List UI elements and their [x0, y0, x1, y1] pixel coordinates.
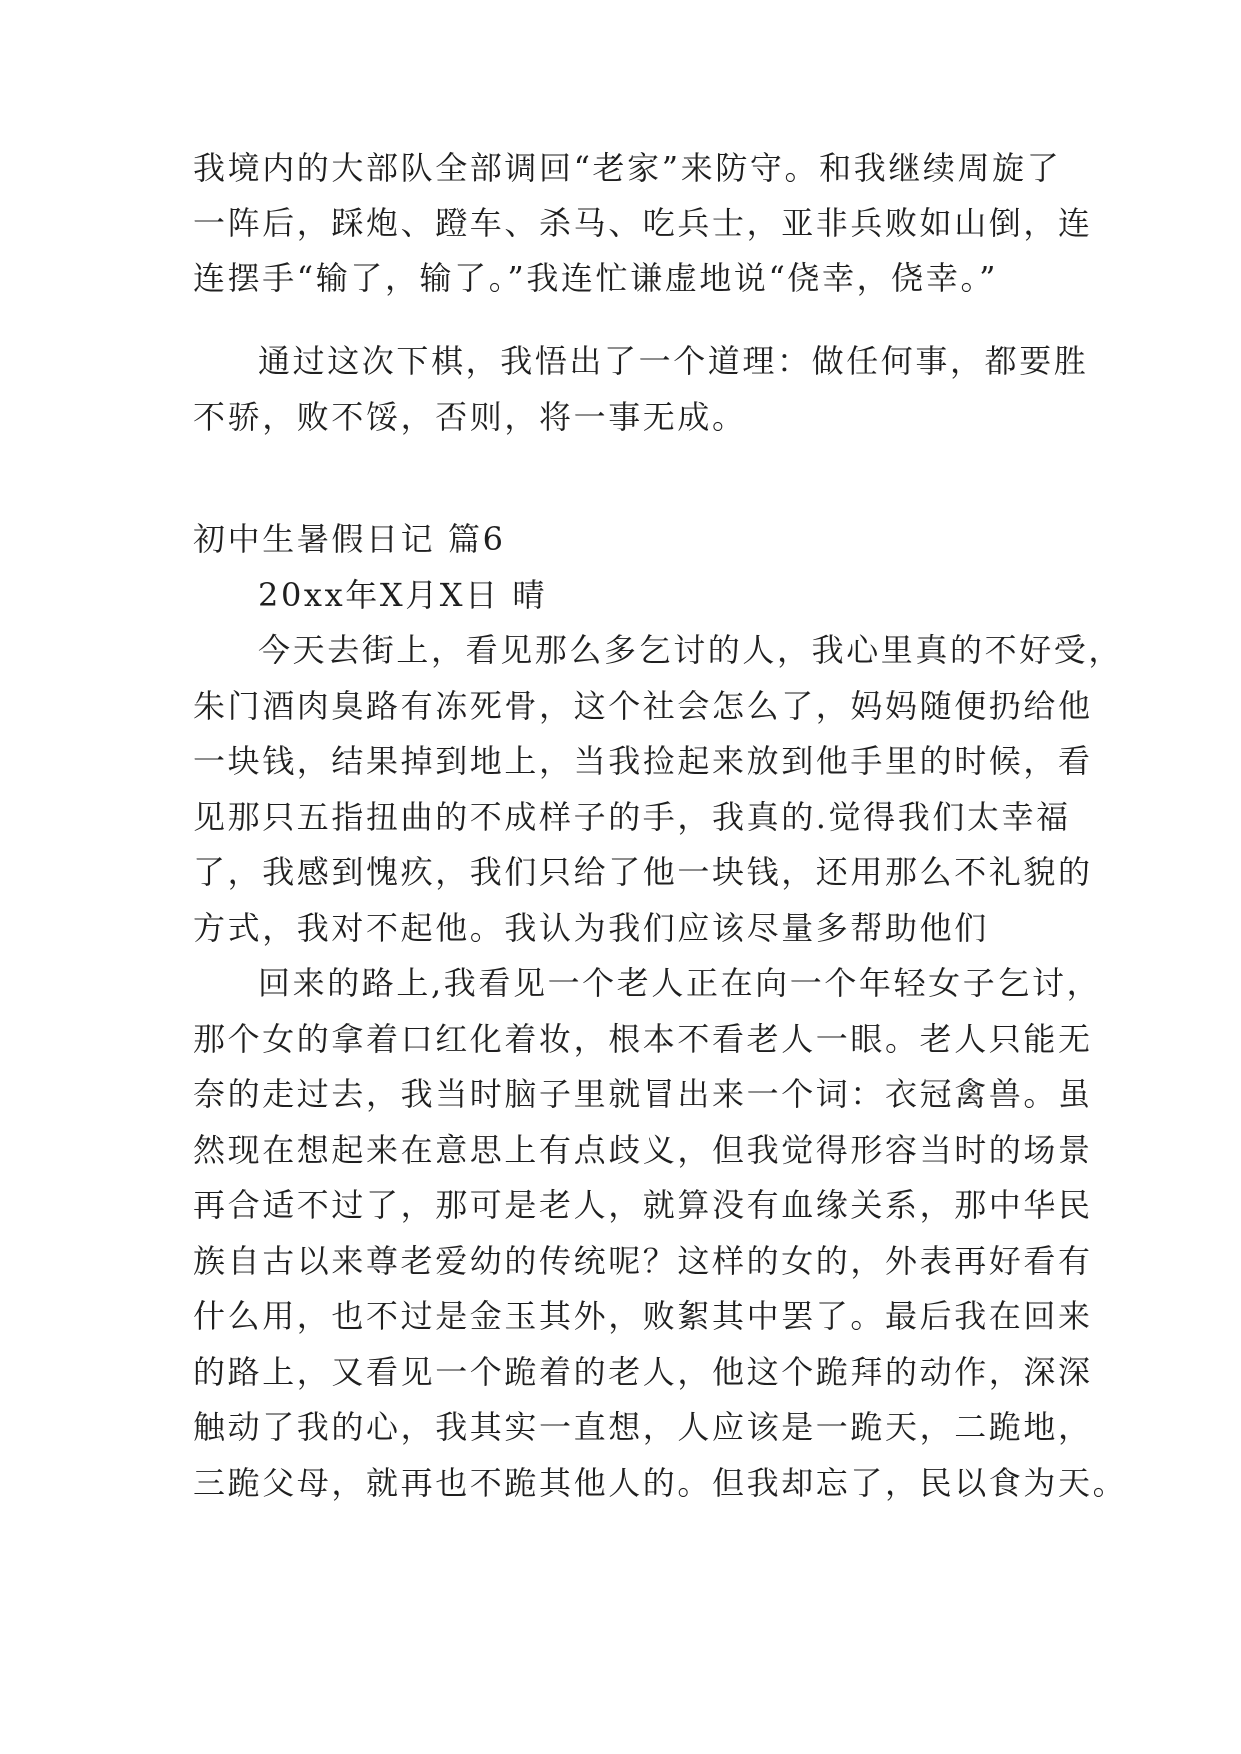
text-line: 触动了我的心，我其实一直想，人应该是一跪天，二跪地， — [193, 1408, 1093, 1446]
text-line: 一阵后，踩炮、蹬车、杀马、吃兵士，亚非兵败如山倒，连 — [193, 204, 1093, 242]
text-line: 不骄，败不馁，否则，将一事无成。 — [193, 398, 747, 436]
text-line: 的路上，又看见一个跪着的老人，他这个跪拜的动作，深深 — [193, 1353, 1093, 1391]
text-line: 回来的路上,我看见一个老人正在向一个年轻女子乞讨， — [258, 964, 1102, 1002]
text-line: 三跪父母，就再也不跪其他人的。但我却忘了，民以食为天。 — [193, 1464, 1128, 1502]
date-line: 20xx年X月X日 晴 — [258, 576, 548, 614]
text-line: 方式，我对不起他。我认为我们应该尽量多帮助他们 — [193, 909, 989, 947]
text-line: 连摆手“输了，输了。”我连忙谦虚地说“侥幸，侥幸。” — [193, 259, 999, 297]
text-line: 什么用，也不过是金玉其外，败絮其中罢了。最后我在回来 — [193, 1297, 1093, 1335]
text-line: 奈的走过去，我当时脑子里就冒出来一个词：衣冠禽兽。虽 — [193, 1075, 1093, 1113]
section-title: 初中生暑假日记 篇6 — [193, 520, 506, 558]
text-line: 我境内的大部队全部调回“老家”来防守。和我继续周旋了 — [193, 149, 1062, 187]
text-line: 朱门酒肉臭路有冻死骨，这个社会怎么了，妈妈随便扔给他 — [193, 687, 1093, 725]
text-line: 再合适不过了，那可是老人，就算没有血缘关系，那中华民 — [193, 1186, 1093, 1224]
text-line: 族自古以来尊老爱幼的传统呢？这样的女的，外表再好看有 — [193, 1242, 1093, 1280]
text-line: 今天去街上，看见那么多乞讨的人，我心里真的不好受， — [258, 631, 1124, 669]
text-line: 然现在想起来在意思上有点歧义，但我觉得形容当时的场景 — [193, 1131, 1093, 1169]
text-line: 那个女的拿着口红化着妆，根本不看老人一眼。老人只能无 — [193, 1020, 1093, 1058]
text-line: 通过这次下棋，我悟出了一个道理：做任何事，都要胜 — [258, 342, 1089, 380]
text-line: 见那只五指扭曲的不成样子的手，我真的.觉得我们太幸福 — [193, 798, 1071, 836]
text-line: 一块钱，结果掉到地上，当我捡起来放到他手里的时候，看 — [193, 742, 1093, 780]
text-line: 了，我感到愧疚，我们只给了他一块钱，还用那么不礼貌的 — [193, 853, 1093, 891]
